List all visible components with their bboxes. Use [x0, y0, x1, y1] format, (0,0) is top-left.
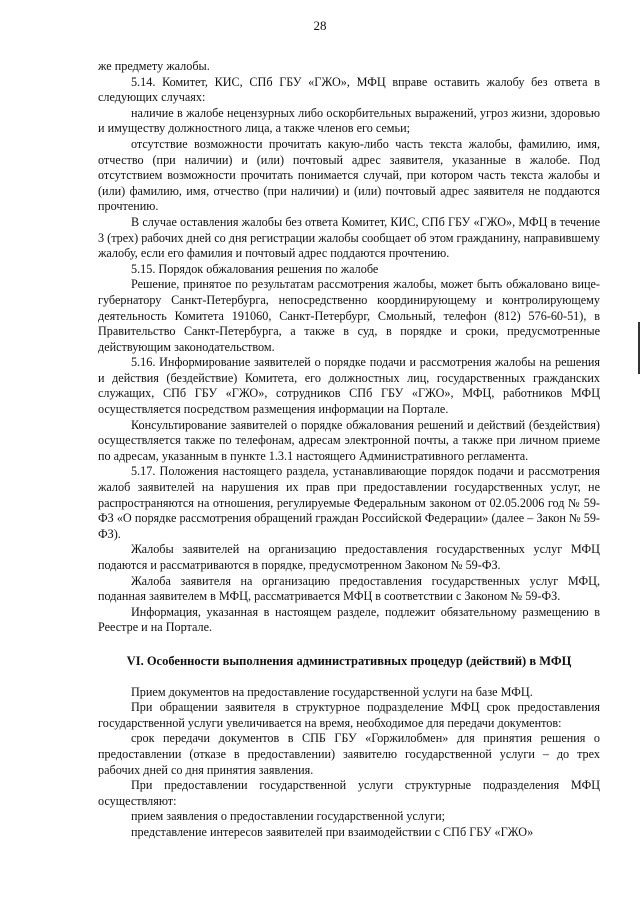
paragraph: прием заявления о предоставлении государственной услуги;	[131, 809, 446, 824]
page-number: 28	[313, 18, 327, 33]
paragraph: В случае оставления жалобы без ответа Комитет, КИС, СПб ГБУ «ГЖО», МФЦ в течение 3 (трех) рабочих дней со дня регистрации жалобы сообщает об этом гражданину, направившему жалобу, если его фамилия и почтовый адрес поддаются прочтению.	[98, 214, 600, 261]
paragraph: Решение, принятое по результатам рассмотрения жалобы, может быть обжаловано вице-губернатору Санкт-Петербурга, непосредственно координирующему и контролирующему деятельность Комитета 191060, Санкт-Петербург, Смольный, телефон (812) 576-60-51), в Правительство Санкт-Петербурга, а также в суд, в порядке и сроки, предусмотренные действующим законодательством.	[98, 277, 600, 354]
paragraph: отсутствие возможности прочитать какую-либо часть текста жалобы, фамилию, имя, отчество (при наличии) и (или) почтовый адрес заявителя, указанные в жалобе. Под отсутствием возможности прочитать понимается случай, при котором часть текста жалобы и (или) фамилию, имя, отчество (при наличии) и (или) почтовый адрес заявителя не поддаются прочтению.	[98, 136, 600, 214]
document-body	[98, 59, 600, 841]
paragraph: 5.15. Порядок обжалования решения по жалобе	[131, 261, 379, 276]
paragraph: наличие в жалобе нецензурных либо оскорбительных выражений, угроз жизни, здоровью и имуществу должностного лица, а также членов его семьи;	[98, 105, 600, 136]
paragraph: Прием документов на предоставление государственной услуги на базе МФЦ.	[131, 684, 533, 699]
paragraph: представление интересов заявителей при взаимодействии с СПб ГБУ «ГЖО»	[131, 824, 534, 839]
paragraph: 5.16. Информирование заявителей о порядке подачи и рассмотрения жалобы на решения и действия (бездействие) Комитета, его должностных лиц, государственных гражданских служащих, СПб ГБУ «ГЖО», сотрудников СПб ГБУ «ГЖО», МФЦ, работников МФЦ осуществляется посредством размещения информации на Портале.	[98, 355, 600, 417]
paragraph: 5.14. Комитет, КИС, СПб ГБУ «ГЖО», МФЦ вправе оставить жалобу без ответа в следующих случаях:	[98, 74, 600, 105]
paragraph: 5.17. Положения настоящего раздела, устанавливающие порядок подачи и рассмотрения жалоб заявителей на нарушения их прав при предоставлении государственных услуг, не распространяются на отношения, регулируемые Федеральным законом от 02.05.2006 год № 59-ФЗ «О порядке рассмотрения обращений граждан Российской Федерации» (далее – Закон № 59-ФЗ).	[98, 464, 600, 541]
section-heading: VI. Особенности выполнения административных процедур (действий) в МФЦ	[126, 653, 572, 668]
paragraph: При предоставлении государственной услуги структурные подразделения МФЦ осуществляют:	[98, 778, 600, 808]
paragraph: Жалоба заявителя на организацию предоставления государственных услуг МФЦ, поданная заявителем в МФЦ, рассматривается МФЦ в соответствии с Законом № 59-ФЗ.	[98, 573, 600, 604]
paragraph: Жалобы заявителей на организацию предоставления государственных услуг МФЦ подаются и рассматриваются в порядке, предусмотренном Законом № 59-ФЗ.	[98, 542, 600, 572]
paragraph: При обращении заявителя в структурное подразделение МФЦ срок предоставления государственной услуги увеличивается на время, необходимое для передачи документов:	[98, 700, 600, 730]
paragraph: Информация, указанная в настоящем разделе, подлежит обязательному размещению в Реестре и на Портале.	[98, 604, 600, 635]
paragraph: Консультирование заявителей о порядке обжалования решений и действий (бездействия) осуществляется также по телефонам, адресам электронной почты, а также при личном приеме по адресам, указанным в пункте 1.3.1 настоящего Административного регламента.	[98, 417, 600, 463]
paragraph: срок передачи документов в СПБ ГБУ «Горжилобмен» для принятия решения о предоставлении (отказе в предоставлении) заявителю государственной услуги – до трех рабочих дней со дня принятия заявления.	[98, 731, 600, 777]
paragraph: же предмету жалобы.	[98, 59, 210, 73]
